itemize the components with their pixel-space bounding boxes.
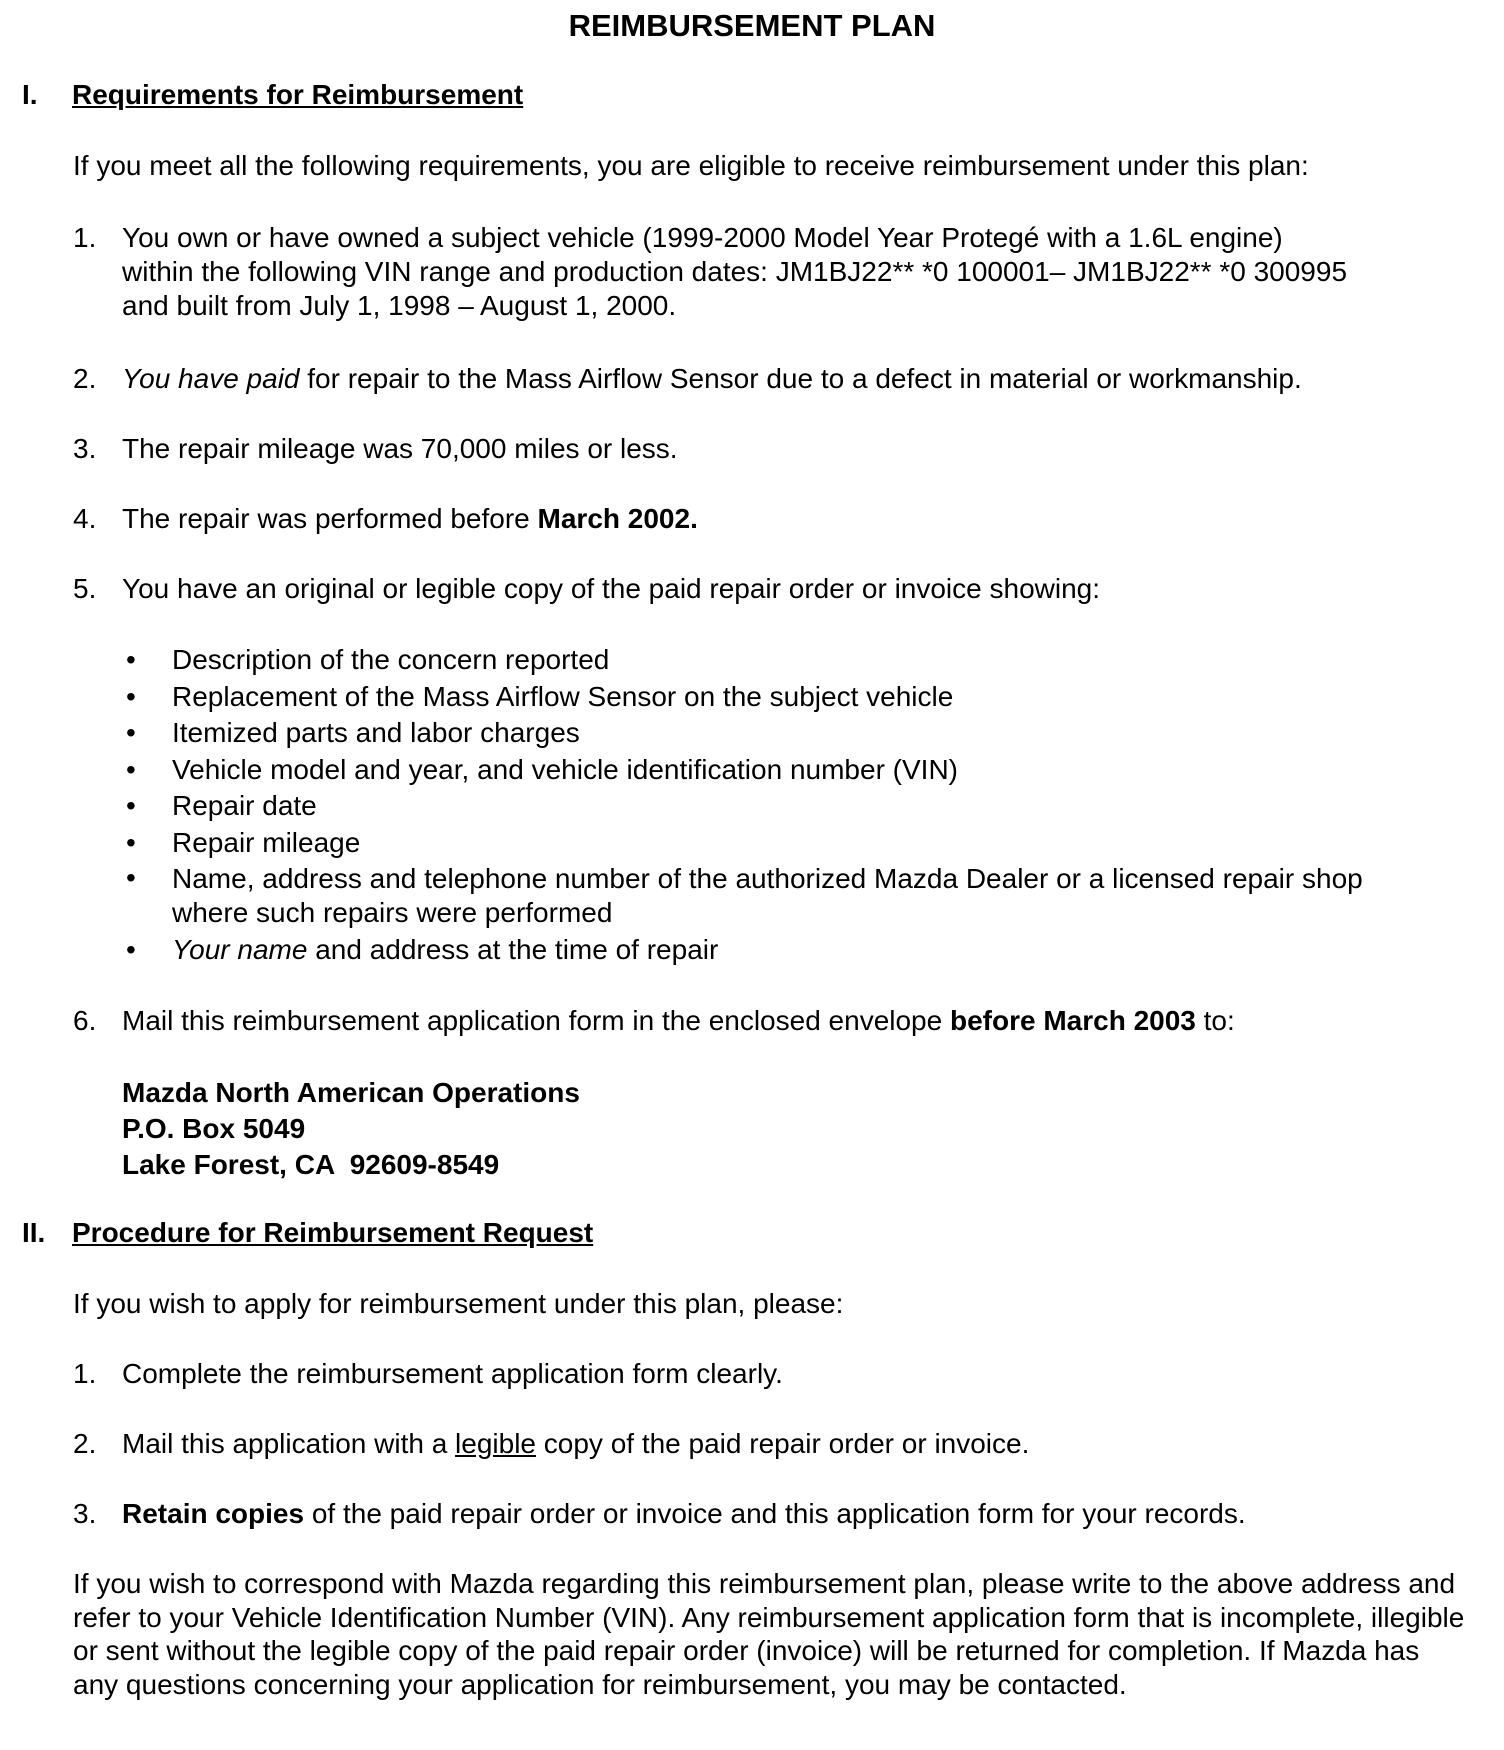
item-text: Mail this application with a legible copy of the paid repair order or invoice. (122, 1428, 1030, 1459)
list-item: • Name, address and telephone number of the authorized Mazda Dealer or a licensed repair shop where such repairs were performed (126, 862, 1363, 928)
procedure-item-3 (73, 1497, 1468, 1531)
requirement-item-1 (73, 221, 1468, 323)
bullet-icon: • (126, 934, 136, 965)
list-item: • Replacement of the Mass Airflow Sensor on the subject vehicle (122, 679, 1422, 716)
list-item: • Repair date (122, 788, 1422, 825)
bullet-icon: • (126, 862, 136, 893)
address-line: Mazda North American Operations (122, 1077, 580, 1108)
item-text: You have an original or legible copy of the paid repair order or invoice showing: (122, 573, 1101, 604)
item-number: 2. (73, 363, 97, 394)
item-number: 3. (73, 433, 97, 464)
list-item: • Repair mileage (122, 825, 1422, 862)
item-text: The repair mileage was 70,000 miles or less. (122, 433, 678, 464)
address-line: Lake Forest, CA 92609-8549 (122, 1149, 500, 1180)
bullet-icon: • (126, 644, 136, 675)
item-number: 4. (73, 503, 97, 534)
closing-paragraph: If you wish to correspond with Mazda regarding this reimbursement plan, please write to the above address and refer to your Vehicle Identification Number (VIN). Any reimbursement application form that is incomplete, illegible or sent without the legible copy of the paid repair order (invoice) will be returned for completion. If Mazda has any questions concerning your application for reimbursement, you may be contacted. (73, 1568, 1465, 1700)
invoice-requirements-list (122, 642, 1422, 969)
item-text: Retain copies of the paid repair order or invoice and this application form for your records. (122, 1498, 1246, 1529)
item-text: Mail this reimbursement application form in the enclosed envelope before March 2003 to: (122, 1005, 1235, 1036)
bullet-icon: • (126, 753, 136, 785)
section-1-heading (22, 78, 523, 112)
list-item: • Itemized parts and labor charges (122, 715, 1422, 752)
item-number: 2. (73, 1428, 97, 1459)
requirement-item-5 (73, 572, 1468, 606)
item-number: 1. (73, 222, 97, 253)
section-2-title: Procedure for Reimbursement Request (72, 1217, 594, 1248)
section-1-title: Requirements for Reimbursement (72, 79, 524, 110)
list-item: • Your name and address at the time of repair (122, 932, 1422, 969)
procedure-item-2 (73, 1427, 1468, 1461)
requirement-item-3 (73, 432, 1468, 466)
address-line: P.O. Box 5049 (122, 1113, 306, 1144)
requirement-item-2 (73, 362, 1468, 396)
section-1-intro: If you meet all the following requirements, you are eligible to receive reimbursement under this plan: (73, 150, 1309, 181)
section-2-numeral: II. (22, 1217, 46, 1248)
item-number: 6. (73, 1005, 97, 1036)
list-item: • Vehicle model and year, and vehicle identification number (VIN) (122, 752, 1422, 789)
section-1-numeral: I. (22, 79, 38, 110)
section-2-heading (22, 1216, 593, 1250)
list-item: • Description of the concern reported (122, 642, 1422, 679)
item-number: 3. (73, 1498, 97, 1529)
document-title: REIMBURSEMENT PLAN (568, 8, 936, 43)
bullet-icon: • (126, 717, 136, 748)
item-number: 1. (73, 1358, 97, 1389)
mailing-address (122, 1075, 580, 1183)
item-number: 5. (73, 573, 97, 604)
bullet-icon: • (126, 826, 136, 858)
item-text: The repair was performed before March 2002. (122, 503, 698, 534)
item-text: You own or have owned a subject vehicle (1999-2000 Model Year Protegé with a 1.6L engine) within the following VIN range and production dates: JM1BJ22** *0 100001– JM1BJ22** *0 300995 and built from July 1, 1998 – August 1, 2000. (122, 222, 1348, 321)
bullet-icon: • (126, 680, 136, 712)
procedure-item-1 (73, 1357, 1468, 1391)
section-2-intro: If you wish to apply for reimbursement under this plan, please: (73, 1288, 844, 1319)
item-text: Complete the reimbursement application form clearly. (122, 1358, 783, 1389)
requirement-item-6 (73, 1004, 1468, 1038)
item-text: You have paid for repair to the Mass Airflow Sensor due to a defect in material or workmanship. (122, 363, 1302, 394)
requirement-item-4 (73, 502, 1468, 536)
bullet-icon: • (126, 790, 136, 821)
